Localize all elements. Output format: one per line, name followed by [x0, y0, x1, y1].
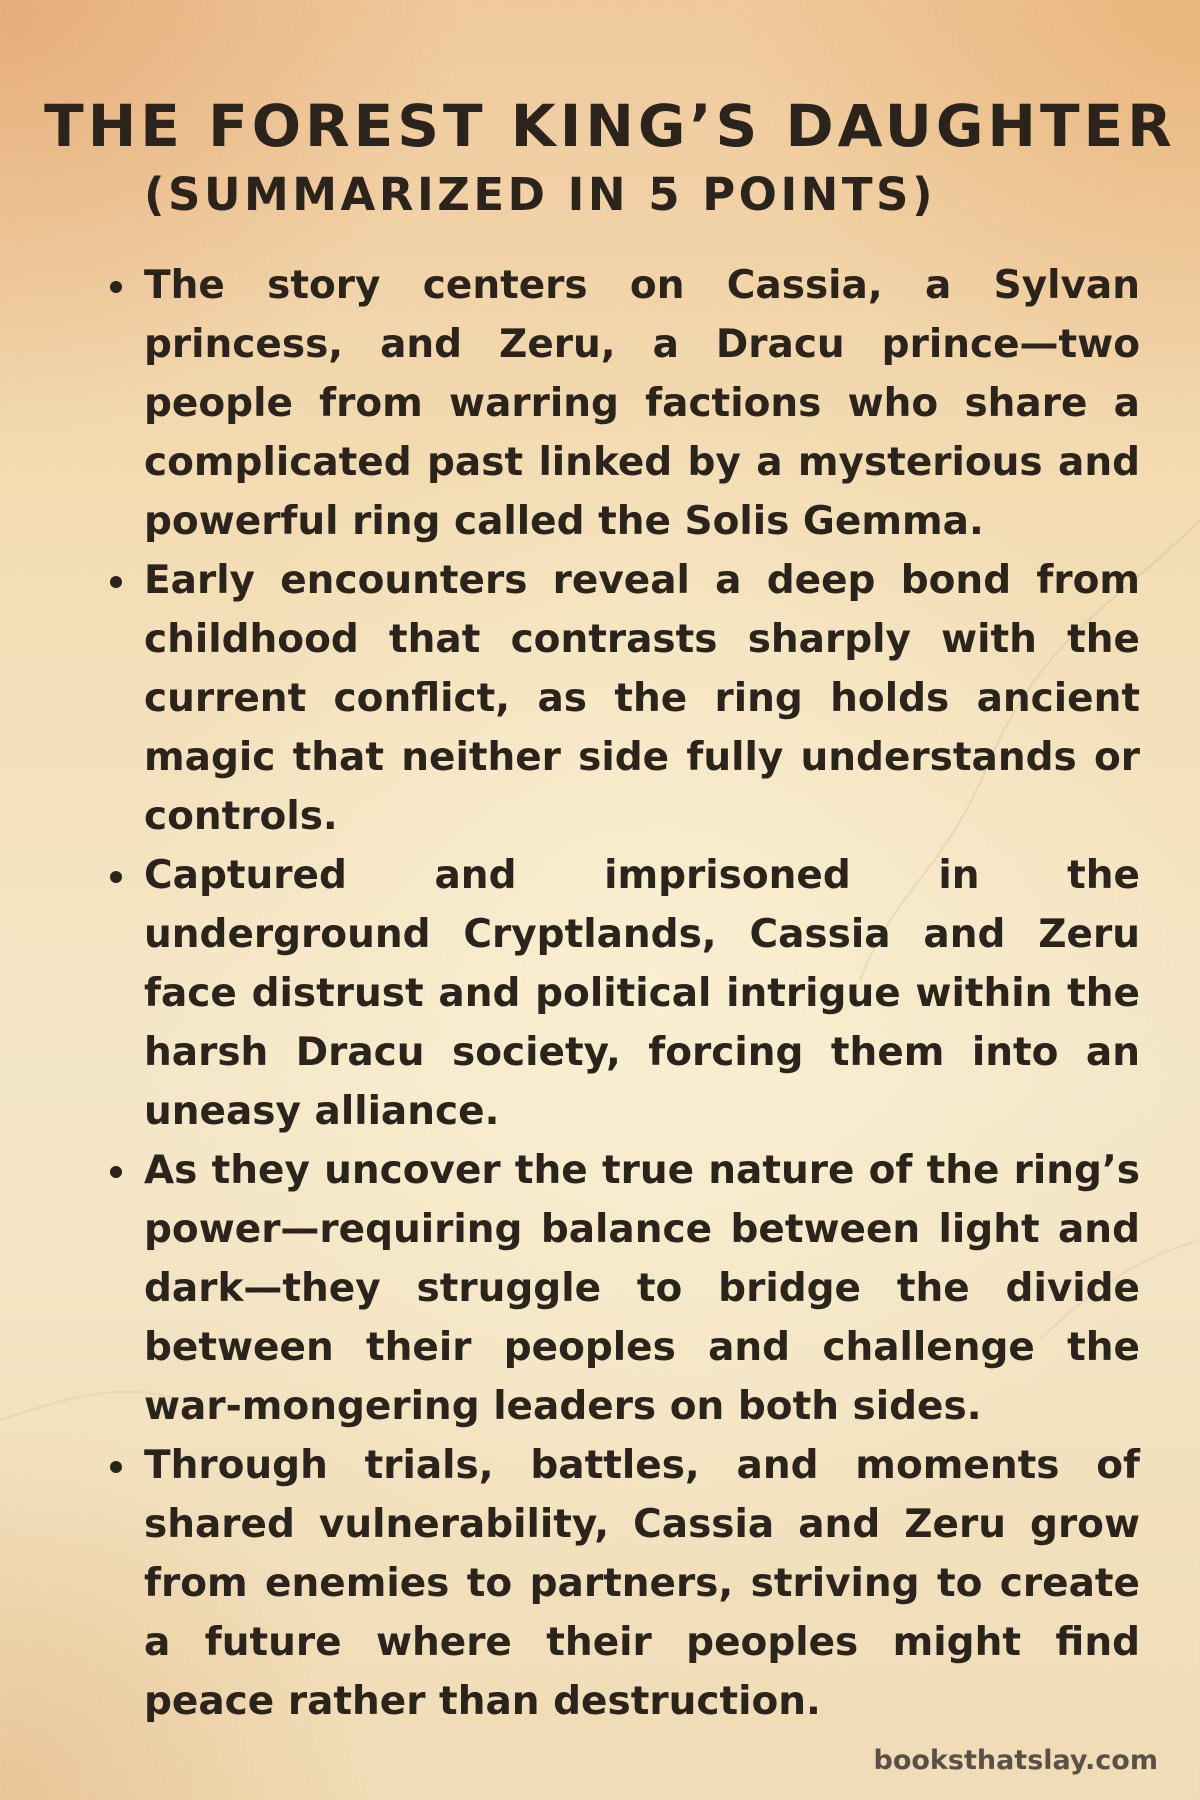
summary-points-list [100, 256, 1140, 1731]
bullet-dot-icon [110, 576, 122, 588]
summary-point [100, 1436, 1140, 1731]
summary-point-text: Through trials, battles, and moments of shared vulnerability, Cassia and Zeru grow from enemies to partners, striving to create a future where their peoples might find peace rather than destruction. [144, 1443, 1140, 1724]
summary-point [100, 1141, 1140, 1436]
bullet-dot-icon [110, 871, 122, 883]
summary-point-text: Early encounters reveal a deep bond from childhood that contrasts sharply with the current conflict, as the ring holds ancient magic that neither side fully understands or controls. [144, 558, 1140, 839]
summary-point [100, 551, 1140, 846]
summary-point-text: As they uncover the true nature of the ring’s power—requiring balance between light and dark—they struggle to bridge the divide between their peoples and challenge the war-mongering leaders on both sides. [144, 1148, 1140, 1429]
bullet-dot-icon [110, 1166, 122, 1178]
bullet-dot-icon [110, 1461, 122, 1473]
site-watermark: booksthatslay.com [873, 1745, 1158, 1776]
page-subtitle: (SUMMARIZED IN 5 POINTS) [143, 168, 937, 221]
page-title: THE FOREST KING’S DAUGHTER [44, 92, 1176, 160]
summary-point [100, 846, 1140, 1141]
summary-point [100, 256, 1140, 551]
bullet-dot-icon [110, 281, 122, 293]
summary-point-text: The story centers on Cassia, a Sylvan princess, and Zeru, a Dracu prince—two people from warring factions who share a complicated past linked by a mysterious and powerful ring called the Solis Gemma. [144, 263, 1140, 544]
summary-point-text: Captured and imprisoned in the underground Cryptlands, Cassia and Zeru face distrust and political intrigue within the harsh Dracu society, forcing them into an uneasy alliance. [144, 853, 1140, 1134]
